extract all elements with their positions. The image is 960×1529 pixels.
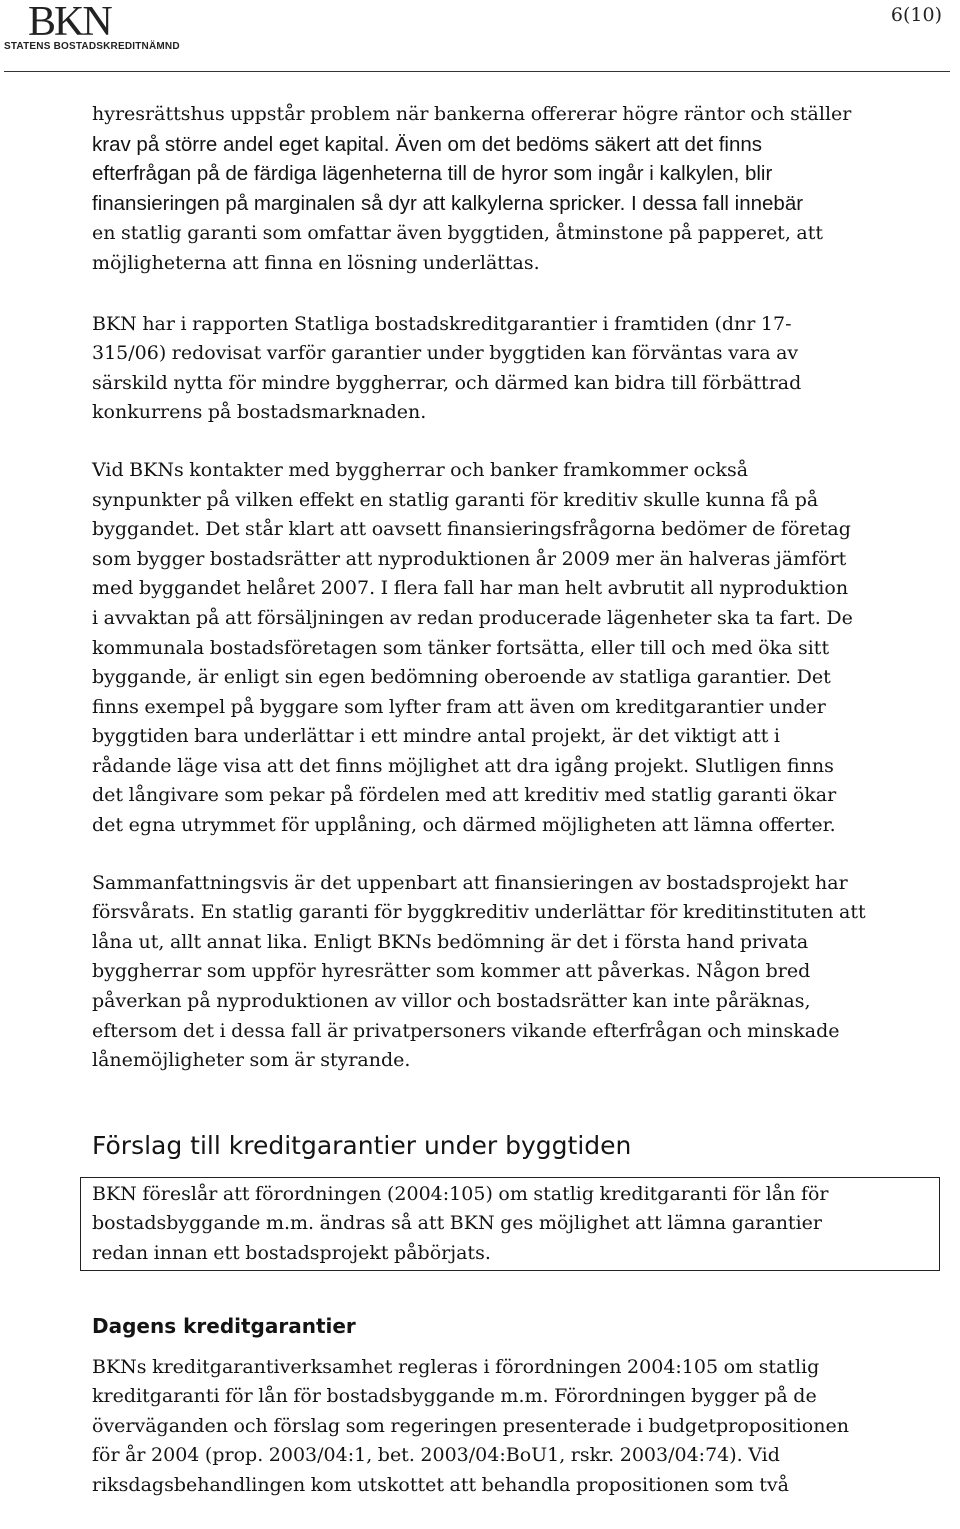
text-line: efterfrågan på de färdiga lägenheterna till de hyror som ingår i kalkylen, blir	[92, 162, 773, 186]
text-line: som bygger bostadsrätter att nyproduktionen år 2009 mer än halveras jämfört	[92, 547, 847, 570]
text-line: rådande läge visa att det finns möjlighet att dra igång projekt. Slutligen finns	[92, 754, 834, 777]
text-line: bostadsbyggande m.m. ändras så att BKN ges möjlighet att lämna garantier	[92, 1212, 822, 1235]
text-line: påverkan på nyproduktionen av villor och bostadsrätter kan inte påräknas,	[92, 990, 811, 1013]
text-line: möjligheterna att finna en lösning underlättas.	[92, 251, 540, 274]
text-line: Sammanfattningsvis är det uppenbart att finansieringen av bostadsprojekt har	[92, 871, 848, 894]
document-body	[92, 100, 954, 1529]
text-line-part: finansieringen på marginalen så dyr att kalkylerna spricker. I dessa fall innebär	[92, 191, 804, 215]
text-line: i avvaktan på att försäljningen av redan producerade lägenheter ska ta fart. De	[92, 606, 853, 629]
text-line: byggande, är enligt sin egen bedömning oberoende av statliga garantier. Det	[92, 666, 831, 689]
text-line: låna ut, allt annat lika. Enligt BKNs bedömning är det i första hand privata	[92, 930, 809, 953]
logo-wordmark: BKN	[28, 2, 111, 40]
text-line: det långivare som pekar på fördelen med att kreditiv med statlig garanti ökar	[92, 784, 837, 807]
paragraph-3	[92, 456, 954, 841]
text-line: överväganden och förslag som regeringen presenterade i budgetpropositionen	[92, 1414, 849, 1437]
bkn-logo-mark-icon	[28, 2, 138, 40]
text-line: BKN har i rapporten Statliga bostadskreditgarantier i framtiden (dnr 17-	[92, 312, 792, 335]
text-line: konkurrens på bostadsmarknaden.	[92, 401, 427, 424]
text-line: BKN föreslår att förordningen (2004:105) om statlig kreditgaranti för lån för	[92, 1182, 829, 1205]
text-line: krav på större andel eget kapital. Även om det bedöms säkert att det finns	[92, 132, 763, 156]
text-line: för år 2004 (prop. 2003/04:1, bet. 2003/04:BoU1, rskr. 2003/04:74). Vid	[92, 1444, 780, 1467]
paragraph-2	[92, 310, 954, 428]
logo-subtitle: STATENS BOSTADSKREDITNÄMND	[4, 41, 180, 52]
text-line: BKNs kreditgarantiverksamhet regleras i förordningen 2004:105 om statlig	[92, 1355, 820, 1378]
text-line: finns exempel på byggare som lyfter fram att även om kreditgarantier under	[92, 695, 826, 718]
text-line: byggandet. Det står klart att oavsett finansieringsfrågorna bedömer de företag	[92, 518, 851, 541]
text-line: redan innan ett bostadsprojekt påbörjats.	[92, 1242, 491, 1264]
proposal-box	[80, 1177, 940, 1271]
paragraph-4	[92, 869, 954, 1076]
page-number: 6(10)	[890, 4, 942, 26]
text-line: eftersom det i dessa fall är privatpersoners vikande efterfrågan och minskade	[92, 1019, 840, 1042]
text-line: synpunkter på vilken effekt en statlig garanti för kreditiv skulle kunna få på	[92, 488, 819, 511]
agency-logo	[4, 2, 180, 54]
text-line: 315/06) redovisat varför garantier under byggtiden kan förväntas vara av	[92, 342, 799, 365]
text-line: byggtiden bara underlättar i ett mindre antal projekt, är det viktigt att i	[92, 725, 780, 748]
text-line: kommunala bostadsföretagen som tänker fortsätta, eller till och med öka sitt	[92, 636, 830, 659]
text-line: med byggandet helåret 2007. I flera fall har man helt avbrutit all nyproduktion	[92, 577, 849, 600]
text-line: kreditgaranti för lån för bostadsbyggande m.m. Förordningen bygger på de	[92, 1385, 817, 1408]
proposal-text	[92, 1180, 928, 1269]
text-line: lånemöjligheter som är styrande.	[92, 1049, 411, 1072]
text-line: det egna utrymmet för upplåning, och därmed möjligheten att lämna offerter.	[92, 814, 836, 837]
text-line: försvårats. En statlig garanti för byggkreditiv underlättar för kreditinstituten att	[92, 901, 866, 924]
paragraph-1	[92, 100, 954, 279]
header-divider	[4, 71, 950, 72]
section-heading: Förslag till kreditgarantier under byggtiden	[92, 1130, 632, 1160]
text-line: en statlig garanti som omfattar även byggtiden, åtminstone på papperet, att	[92, 222, 823, 245]
text-line: riksdagsbehandlingen kom utskottet att behandla propositionen som två	[92, 1473, 789, 1496]
text-line: hyresrättshus uppstår problem när bankerna offererar högre räntor och ställer	[92, 103, 852, 125]
paragraph-5	[92, 1353, 954, 1501]
text-line: Vid BKNs kontakter med byggherrar och banker framkommer också	[92, 458, 749, 481]
text-line	[92, 189, 954, 220]
text-line: byggherrar som uppför hyresrätter som kommer att påverkas. Någon bred	[92, 960, 811, 983]
text-line: särskild nytta för mindre byggherrar, och därmed kan bidra till förbättrad	[92, 371, 802, 394]
subsection-heading: Dagens kreditgarantier	[92, 1313, 356, 1338]
